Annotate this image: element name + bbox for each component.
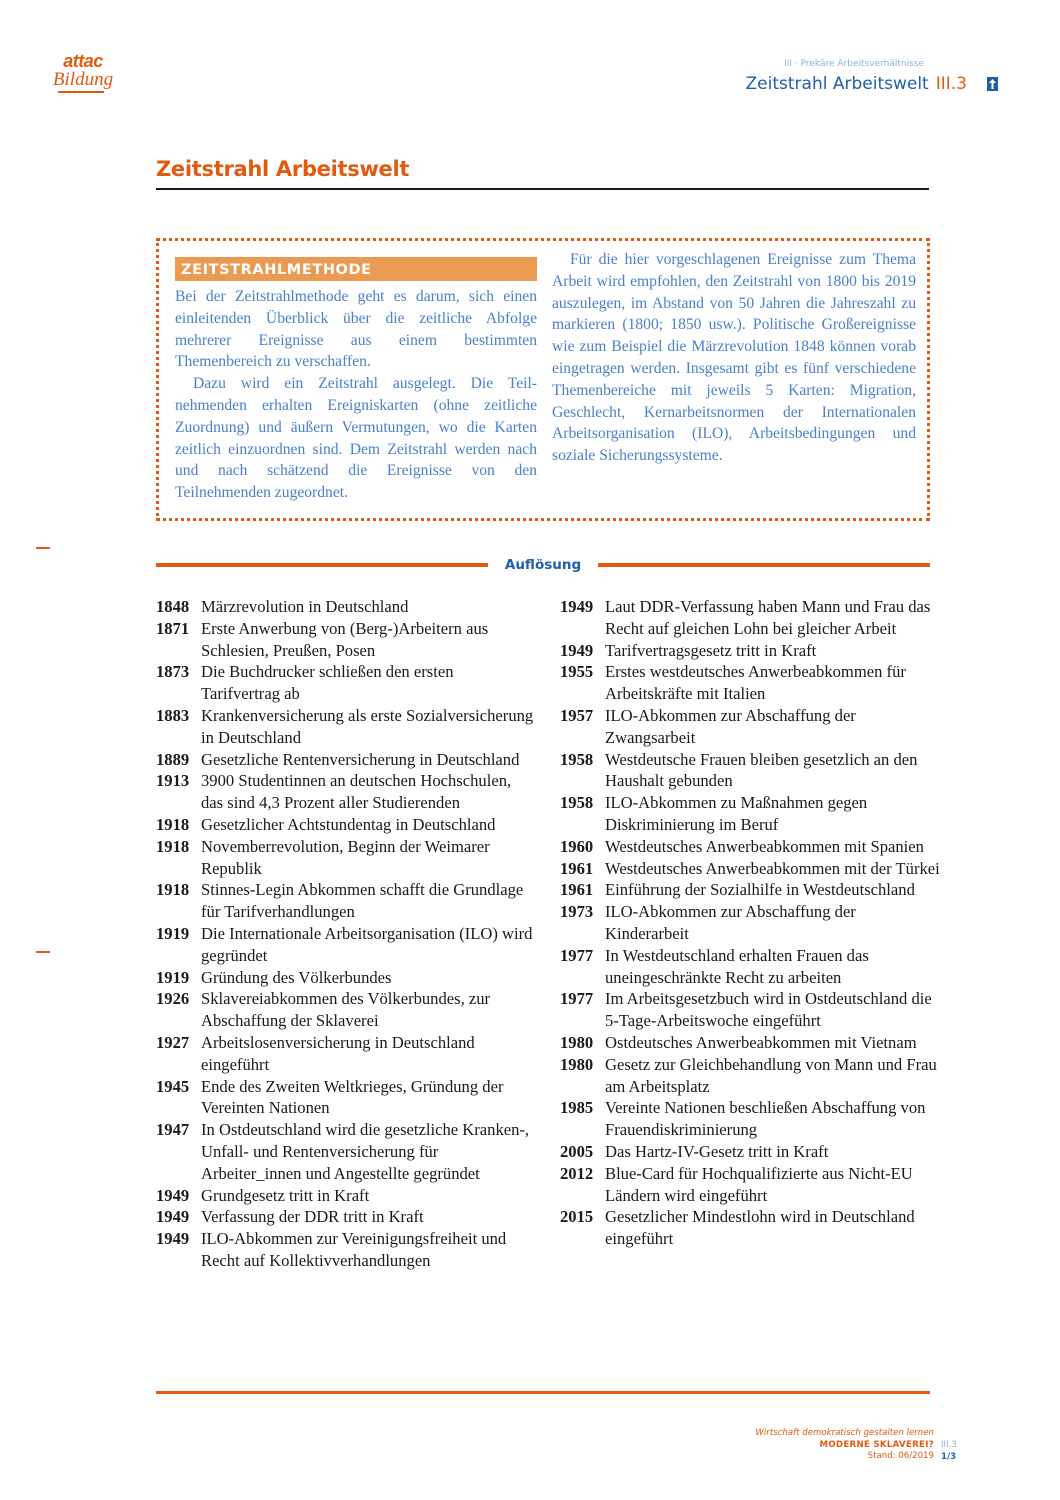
timeline-event (156, 770, 536, 814)
event-description: Blue-Card für Hochqualifizierte aus Nicht-EU Ländern wird eingeführt (605, 1163, 913, 1205)
event-description: Gesetz zur Gleichbehandlung von Mann und Frau am Arbeitsplatz (605, 1054, 937, 1096)
header-section-number: III.3 (935, 74, 967, 94)
logo-attac-text: attac (63, 51, 103, 71)
timeline-event (156, 749, 536, 771)
timeline-event (156, 836, 536, 880)
timeline-event (560, 705, 940, 749)
event-description: Tarifvertragsgesetz tritt in Kraft (605, 640, 817, 660)
event-year: 1977 (560, 989, 594, 1009)
page-footer (755, 1428, 934, 1463)
event-year: 1960 (560, 836, 594, 856)
timeline-event (560, 792, 940, 836)
solution-rule-left (156, 563, 488, 567)
event-year: 1919 (156, 923, 190, 943)
event-year: 2012 (560, 1163, 594, 1183)
timeline-event (156, 1119, 536, 1184)
event-description: In Ostdeutschland wird die gesetzliche Kranken-, Unfall- und Rentenversicherung für Arbeiter_innen und Angestellte gegründet (201, 1120, 530, 1183)
footer-meta (941, 1440, 957, 1463)
method-paragraph-3: Für die hier vorgeschlagenen Ereignisse zum Thema Arbeit wird empfohlen, den Zeitstrahl von 1800 bis 2019 auszulegen, im Abstand von 50 Jahren die Jahreszahl zu markieren (1800; 1850 usw.). Politische Großereignisse wie zum Beispiel die Märzrevolution 1848 können vorab eingetragen werden. Insgesamt gibt es fünf verschiedene Themenbereiche mit jeweils 5 Karten: Migration, Geschlecht, Kernarbeitsnormen der Internationalen Arbeitsorganisation (ILO), Arbeitsbedingungen und soziale Sicherungssysteme. (552, 251, 916, 465)
page-header (746, 58, 998, 94)
attac-bildung-logo (48, 52, 118, 93)
event-year: 1945 (156, 1076, 190, 1096)
event-description: Stinnes-Legin Abkommen schafft die Grundlage für Tarifverhandlungen (201, 880, 524, 922)
logo-bildung-text: Bildung (52, 69, 114, 90)
timeline-event (156, 879, 536, 923)
arrow-up-icon[interactable] (987, 77, 998, 91)
event-description: Das Hartz-IV-Gesetz tritt in Kraft (605, 1141, 829, 1161)
event-year: 1918 (156, 836, 190, 856)
footer-date: Stand: 06/2019 (867, 1451, 934, 1461)
event-description: ILO-Abkommen zur Vereinigungsfreiheit und Recht auf Kollektivverhandlungen (201, 1229, 507, 1270)
event-description: Verfassung der DDR tritt in Kraft (201, 1207, 424, 1227)
events-list-left (156, 596, 536, 1272)
event-description: Im Arbeitsgesetzbuch wird in Ostdeutschland die 5-Tage-Arbeitswoche eingeführt (605, 989, 932, 1031)
timeline-event (560, 1206, 940, 1250)
timeline-event (156, 988, 536, 1032)
timeline-event (560, 596, 940, 640)
event-description: Arbeitslosenversicherung in Deutschland eingeführt (201, 1032, 475, 1074)
solution-label: Auflösung (504, 557, 582, 573)
event-year: 1949 (560, 597, 594, 616)
footer-section-number: III.3 (941, 1440, 957, 1450)
chapter-label: III · Prekäre Arbeitsverhältnisse (784, 59, 924, 69)
event-description: Krankenversicherung als erste Sozialversicherung in Deutschland (201, 705, 534, 747)
event-year: 1949 (560, 640, 594, 660)
timeline-event (560, 749, 940, 793)
method-paragraph-2: Dazu wird ein Zeitstrahl ausgelegt. Die Teilnehmenden erhalten Ereigniskarten (ohne zeitliche Zuordnung) und äußern Vermutungen, wo die Karten zeitlich einzuordnen sind. Dem Zeitstrahl werden nach und nach schätzend die Ereignisse von den Teilnehmenden zugeordnet. (175, 375, 537, 502)
timeline-event (560, 661, 940, 705)
timeline-event (560, 1141, 940, 1163)
event-year: 2005 (560, 1141, 594, 1161)
event-description: ILO-Abkommen zur Abschaffung der Kinderarbeit (605, 902, 856, 943)
timeline-event (560, 858, 940, 880)
event-description: 3900 Studentinnen an deutschen Hochschulen, das sind 4,3 Prozent aller Studierenden (201, 771, 512, 813)
event-description: Westdeutsches Anwerbeabkommen mit Spanien (605, 836, 924, 856)
timeline-event (156, 596, 536, 618)
event-year: 1947 (156, 1120, 190, 1140)
event-year: 1957 (560, 705, 594, 725)
event-year: 1980 (560, 1032, 594, 1052)
timeline-event (156, 1076, 536, 1120)
event-year: 1871 (156, 618, 190, 638)
event-year: 1980 (560, 1054, 594, 1074)
timeline-event (560, 1032, 940, 1054)
timeline-event (156, 814, 536, 836)
event-year: 1919 (156, 967, 190, 987)
event-description: Gesetzliche Rentenversicherung in Deutschland (201, 749, 520, 769)
event-year: 1949 (156, 1207, 190, 1227)
event-description: Laut DDR-Verfassung haben Mann und Frau das Recht auf gleichen Lohn bei gleicher Arbeit (605, 597, 931, 638)
event-year: 1927 (156, 1032, 190, 1052)
event-description: Gründung des Völkerbundes (201, 967, 392, 987)
bottom-divider (156, 1391, 930, 1394)
page-title: Zeitstrahl Arbeitswelt (156, 157, 410, 181)
event-description: Westdeutsche Frauen bleiben gesetzlich an den Haushalt gebunden (605, 749, 918, 791)
timeline-event (156, 923, 536, 967)
event-year: 2015 (560, 1207, 594, 1227)
method-paragraph-1: Bei der Zeitstrahlmethode geht es darum, sich einen einleitenden Überblick über die zeitliche Abfolge mehrerer Ereignisse aus einem bestimmten Themenbereich zu verschaffen. (175, 288, 537, 371)
timeline-event (560, 988, 940, 1032)
event-year: 1913 (156, 771, 190, 791)
event-year: 1889 (156, 749, 190, 769)
footer-page-number: 1/3 (941, 1451, 957, 1462)
timeline-event (560, 640, 940, 662)
timeline-event (560, 836, 940, 858)
event-year: 1961 (560, 880, 594, 900)
event-year: 1918 (156, 880, 190, 900)
event-year: 1955 (560, 662, 594, 682)
event-description: Erstes westdeutsches Anwerbeabkommen für Arbeitskräfte mit Italien (605, 662, 906, 704)
timeline-event (156, 618, 536, 662)
event-description: Märzrevolution in Deutschland (201, 597, 409, 616)
event-year: 1949 (156, 1185, 190, 1205)
timeline-event (156, 1228, 536, 1272)
event-description: Gesetzlicher Achtstundentag in Deutschland (201, 814, 496, 834)
solution-header (156, 556, 930, 574)
method-column-left (175, 257, 537, 504)
event-description: In Westdeutschland erhalten Frauen das uneingeschränkte Recht zu arbeiten (605, 945, 869, 987)
event-description: Vereinte Nationen beschließen Abschaffung von Frauendiskriminierung (605, 1098, 926, 1140)
event-year: 1961 (560, 858, 594, 878)
timeline-event (156, 1185, 536, 1207)
header-title-row (746, 74, 998, 94)
event-description: ILO-Abkommen zu Maßnahmen gegen Diskriminierung im Beruf (605, 793, 868, 834)
timeline-event (560, 1054, 940, 1098)
solution-rule-right (598, 563, 930, 567)
timeline-event (156, 661, 536, 705)
timeline-event (156, 1206, 536, 1228)
timeline-event (560, 1163, 940, 1207)
event-year: 1973 (560, 902, 594, 922)
event-description: Die Internationale Arbeitsorganisation (ILO) wird gegründet (201, 923, 533, 965)
timeline-event (560, 879, 940, 901)
event-year: 1977 (560, 945, 594, 965)
timeline-event (156, 1032, 536, 1076)
timeline-event (560, 945, 940, 989)
event-year: 1873 (156, 662, 190, 682)
event-description: Westdeutsches Anwerbeabkommen mit der Türkei (605, 858, 940, 878)
event-description: Sklavereiabkommen des Völkerbundes, zur Abschaffung der Sklaverei (201, 989, 491, 1031)
event-description: Grundgesetz tritt in Kraft (201, 1185, 370, 1205)
margin-mark (36, 547, 50, 549)
header-title: Zeitstrahl Arbeitswelt (745, 74, 929, 94)
method-heading: ZEITSTRAHLMETHODE (175, 257, 537, 281)
event-year: 1949 (156, 1229, 190, 1249)
timeline-event (156, 967, 536, 989)
event-year: 1918 (156, 814, 190, 834)
timeline-event (560, 1097, 940, 1141)
logo-underline (58, 91, 104, 93)
timeline-event (156, 705, 536, 749)
event-description: Einführung der Sozialhilfe in Westdeutschland (605, 880, 915, 900)
events-list-right (560, 596, 940, 1250)
event-year: 1883 (156, 705, 190, 725)
event-year: 1958 (560, 749, 594, 769)
event-year: 1926 (156, 989, 190, 1009)
footer-tagline: Wirtschaft demokratisch gestalten lernen (755, 1428, 934, 1438)
event-description: Erste Anwerbung von (Berg-)Arbeitern aus Schlesien, Preußen, Posen (201, 618, 489, 660)
event-year: 1985 (560, 1098, 594, 1118)
method-column-right (552, 249, 916, 467)
timeline-event (560, 901, 940, 945)
margin-mark (36, 951, 50, 953)
event-description: ILO-Abkommen zur Abschaffung der Zwangsarbeit (605, 705, 856, 747)
event-description: Ende des Zweiten Weltkrieges, Gründung der Vereinten Nationen (201, 1076, 504, 1118)
event-description: Die Buchdrucker schließen den ersten Tarifvertrag ab (201, 662, 454, 704)
title-divider (156, 188, 929, 190)
event-description: Gesetzlicher Mindestlohn wird in Deutschland eingeführt (605, 1207, 915, 1249)
event-description: Novemberrevolution, Beginn der Weimarer Republik (201, 836, 490, 878)
event-year: 1848 (156, 597, 190, 616)
event-description: Ostdeutsches Anwerbeabkommen mit Vietnam (605, 1032, 917, 1052)
method-info-box (156, 238, 930, 521)
event-year: 1958 (560, 793, 594, 813)
footer-series-title: MODERNE SKLAVEREI? (819, 1439, 934, 1450)
